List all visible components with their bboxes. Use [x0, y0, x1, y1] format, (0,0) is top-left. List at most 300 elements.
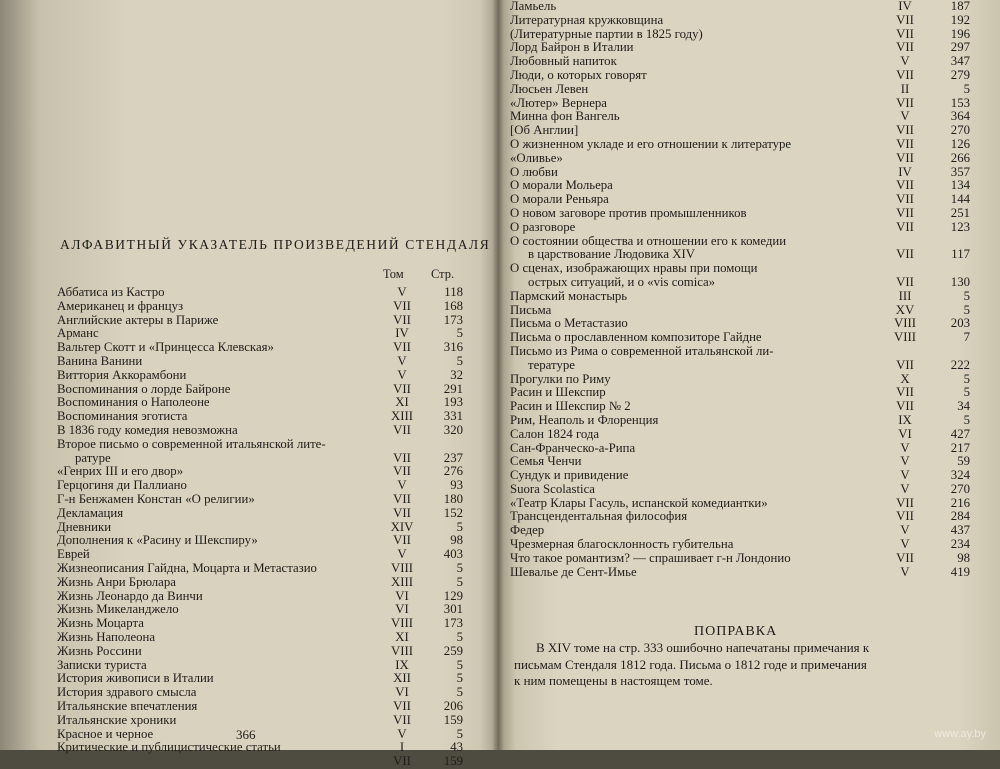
- entry-title: Трансцендентальная философия: [510, 509, 688, 524]
- entry-volume: V: [397, 726, 407, 741]
- entry-title: Американец и француз: [57, 298, 184, 313]
- entry-volume: XI: [395, 629, 409, 644]
- entry-volume: IV: [898, 0, 912, 13]
- entry-volume: V: [397, 367, 407, 382]
- correction-title: ПОПРАВКА: [694, 624, 778, 639]
- column-header-page: Стр.: [431, 267, 455, 281]
- entry-volume: VII: [896, 12, 914, 27]
- index-entry: [57, 686, 467, 700]
- index-entry: [510, 497, 976, 511]
- entry-title: Письма о Метастазио: [510, 316, 628, 331]
- entry-page: 192: [950, 12, 970, 27]
- entry-volume: VII: [896, 385, 914, 400]
- entry-title: «Генрих III и его двор»: [57, 464, 184, 479]
- index-entry: [57, 314, 467, 328]
- entry-page: 5: [963, 385, 970, 400]
- index-entry: [57, 341, 467, 355]
- index-entry: [57, 576, 467, 590]
- entry-volume: IX: [898, 412, 912, 427]
- entry-title: Воспоминания о Наполеоне: [57, 395, 210, 410]
- index-entry: [57, 741, 467, 755]
- entry-page: 123: [950, 219, 970, 234]
- entry-page: 5: [456, 353, 463, 368]
- entry-page: 5: [456, 657, 463, 672]
- index-entry: [57, 479, 467, 493]
- entry-page: 32: [450, 367, 463, 382]
- index-entry: [510, 566, 976, 580]
- index-entry: [57, 562, 467, 576]
- entry-title: Жизнь Россини: [57, 643, 142, 658]
- entry-title: Сундук и привидение: [510, 468, 629, 483]
- entry-volume: VII: [896, 67, 914, 82]
- entry-page: 217: [950, 440, 970, 455]
- entry-title: Расин и Шекспир № 2: [510, 399, 631, 414]
- entry-page: 251: [950, 205, 970, 220]
- entry-page: 357: [950, 164, 970, 179]
- entry-volume: VII: [896, 495, 914, 510]
- entry-page: 5: [456, 685, 463, 700]
- entry-title: Английские актеры в Париже: [57, 312, 219, 327]
- index-entry: [57, 534, 467, 548]
- entry-title: О разговоре: [510, 219, 576, 234]
- entry-page: 98: [957, 550, 970, 565]
- entry-volume: V: [900, 454, 910, 469]
- index-entry: [510, 55, 976, 69]
- entry-page: 270: [950, 481, 970, 496]
- entry-volume: XIII: [390, 409, 414, 424]
- entry-page: 5: [456, 560, 463, 575]
- entry-title: Красное и черное: [57, 726, 154, 741]
- entry-volume: V: [900, 481, 910, 496]
- entry-title: Любовный напиток: [510, 54, 617, 69]
- index-entry: [510, 14, 976, 28]
- entry-title: Г-н Бенжамен Констан «О религии»: [57, 491, 255, 506]
- entry-volume: VI: [395, 685, 409, 700]
- entry-title: О любви: [510, 164, 558, 179]
- entry-title: Итальянские хроники: [57, 712, 177, 727]
- index-entry: [57, 300, 467, 314]
- entry-volume: XIV: [390, 519, 414, 534]
- entry-title: Воспоминания эготиста: [57, 409, 188, 424]
- index-entry: [510, 179, 976, 193]
- index-entry: [57, 548, 467, 562]
- index-entry: [57, 700, 467, 714]
- index-entry: [510, 193, 976, 207]
- entry-page: 206: [443, 698, 463, 713]
- entry-title: Дополнения к «Расину и Шекспиру»: [57, 533, 258, 548]
- entry-page: 297: [950, 40, 970, 55]
- entry-volume: VII: [896, 399, 914, 414]
- index-entry: [57, 645, 467, 659]
- entry-title: «Лютер» Вернера: [510, 95, 607, 110]
- index-entry: [510, 400, 976, 414]
- entry-title: Чрезмерная благосклонность губительна: [510, 537, 734, 552]
- entry-title: Ламьель: [510, 0, 557, 13]
- entry-title: (Литературные партии в 1825 году): [510, 26, 703, 41]
- entry-title: тературе: [528, 357, 575, 372]
- entry-volume: V: [900, 54, 910, 69]
- entry-volume: VII: [393, 464, 411, 479]
- entry-page: 403: [443, 547, 463, 562]
- entry-volume: XIII: [390, 574, 414, 589]
- entry-volume: VII: [896, 205, 914, 220]
- index-entry: [57, 438, 467, 452]
- index-entry: [510, 276, 976, 290]
- entry-title: История живописи в Италии: [57, 671, 214, 686]
- entry-title: Вальтер Скотт и «Принцесса Клевская»: [57, 340, 274, 355]
- entry-volume: VI: [395, 588, 409, 603]
- entry-page: 7: [963, 330, 970, 345]
- entry-volume: VII: [393, 533, 411, 548]
- entry-title: «Оливье»: [510, 150, 563, 165]
- entry-page: 5: [963, 81, 970, 96]
- entry-title: О жизненном укладе и его отношении к литературе: [510, 136, 792, 151]
- index-entry: [510, 317, 976, 331]
- entry-volume: V: [397, 353, 407, 368]
- entry-title: В 1836 году комедия невозможна: [57, 422, 238, 437]
- entry-title: Жизнь Микеланджело: [57, 602, 179, 617]
- entry-volume: V: [397, 478, 407, 493]
- entry-volume: V: [397, 547, 407, 562]
- entry-volume: VII: [393, 340, 411, 355]
- index-entry: [57, 590, 467, 604]
- entry-title: О морали Реньяра: [510, 192, 609, 207]
- entry-volume: VII: [896, 192, 914, 207]
- entry-volume: VIII: [893, 330, 917, 345]
- index-entry: [510, 359, 976, 373]
- index-entry: [57, 383, 467, 397]
- entry-page: 419: [950, 564, 970, 579]
- index-entry: [510, 97, 976, 111]
- index-entry: [510, 110, 976, 124]
- entry-page: 187: [950, 0, 970, 13]
- entry-page: 5: [963, 412, 970, 427]
- entry-volume: VII: [896, 40, 914, 55]
- entry-volume: VII: [393, 698, 411, 713]
- entry-volume: V: [900, 109, 910, 124]
- entry-title: О морали Мольера: [510, 178, 613, 193]
- entry-volume: VIII: [390, 616, 414, 631]
- entry-volume: VII: [896, 95, 914, 110]
- index-entry: [57, 603, 467, 617]
- entry-page: 259: [443, 643, 463, 658]
- entry-page: 196: [950, 26, 970, 41]
- index-entry: [510, 235, 976, 249]
- entry-page: 59: [957, 454, 970, 469]
- index-entry: [57, 631, 467, 645]
- index-entry: [57, 410, 467, 424]
- entry-title: Что такое романтизм? — спрашивает г-н Лондонио: [510, 550, 791, 565]
- entry-title: Литературная кружковщина: [510, 12, 664, 27]
- entry-page: 129: [443, 588, 463, 603]
- entry-title: Пармский монастырь: [510, 288, 628, 303]
- entry-page: 173: [443, 312, 463, 327]
- entry-title: Салон 1824 года: [510, 426, 600, 441]
- index-entry: [57, 369, 467, 383]
- entry-title: Жизнь Наполеона: [57, 629, 156, 644]
- index-entry: [510, 524, 976, 538]
- entry-title: Виттория Аккорамбони: [57, 367, 187, 382]
- entry-volume: VI: [898, 426, 912, 441]
- index-entry: [57, 465, 467, 479]
- entry-title: Suora Scolastica: [510, 481, 595, 496]
- entry-page: 5: [456, 574, 463, 589]
- entry-volume: VII: [393, 491, 411, 506]
- entry-title: Расин и Шекспир: [510, 385, 606, 400]
- entry-page: 43: [450, 740, 463, 755]
- entry-volume: III: [898, 288, 912, 303]
- right-page: [498, 0, 1000, 750]
- entry-page: 5: [963, 371, 970, 386]
- right-index-list: [510, 0, 976, 579]
- entry-title: О новом заговоре против промышленников: [510, 205, 747, 220]
- index-entry: [510, 0, 976, 14]
- entry-volume: V: [900, 523, 910, 538]
- entry-page: 130: [950, 274, 970, 289]
- index-entry: [510, 331, 976, 345]
- entry-volume: XI: [395, 395, 409, 410]
- index-entry: [510, 552, 976, 566]
- entry-volume: VII: [393, 712, 411, 727]
- entry-volume: VII: [393, 505, 411, 520]
- entry-volume: II: [900, 81, 910, 96]
- entry-page: 5: [456, 326, 463, 341]
- entry-title: Шевалье де Сент-Имье: [510, 564, 637, 579]
- index-entry: [57, 521, 467, 535]
- entry-page: 437: [950, 523, 970, 538]
- entry-volume: VI: [395, 602, 409, 617]
- index-entry: [510, 414, 976, 428]
- entry-title: О сценах, изображающих нравы при помощи: [510, 261, 758, 276]
- entry-title: Критические и публицистические статьи: [57, 740, 281, 755]
- correction-line: письмам Стендаля 1812 года. Письма о 1812 годе и примечания: [514, 656, 867, 672]
- entry-page: 159: [443, 754, 463, 769]
- entry-title: Люди, о которых говорят: [510, 67, 647, 82]
- entry-page: 270: [950, 123, 970, 138]
- index-entry: [510, 152, 976, 166]
- index-entry: [510, 28, 976, 42]
- entry-page: 152: [443, 505, 463, 520]
- entry-title: Второе письмо о современной итальянской лите-: [57, 436, 326, 451]
- index-entry: [510, 83, 976, 97]
- index-entry: [510, 373, 976, 387]
- entry-title: Еврей: [57, 547, 90, 562]
- entry-volume: VII: [393, 312, 411, 327]
- index-entry: [57, 424, 467, 438]
- entry-page: 126: [950, 136, 970, 151]
- index-entry: [57, 617, 467, 631]
- entry-page: 173: [443, 616, 463, 631]
- entry-page: 134: [950, 178, 970, 193]
- entry-page: 291: [443, 381, 463, 396]
- entry-title: Письмо из Рима о современной итальянской ли-: [510, 343, 774, 358]
- entry-page: 168: [443, 298, 463, 313]
- index-entry: [510, 166, 976, 180]
- index-entry: [510, 469, 976, 483]
- entry-page: 98: [450, 533, 463, 548]
- entry-volume: XII: [393, 671, 411, 686]
- index-entry: [57, 755, 467, 769]
- entry-title: Аббатиса из Кастро: [57, 285, 165, 299]
- entry-title: Лорд Байрон в Италии: [510, 40, 634, 55]
- entry-title: Семья Ченчи: [510, 454, 582, 469]
- entry-title: Прогулки по Риму: [510, 371, 611, 386]
- entry-page: 320: [443, 422, 463, 437]
- entry-volume: I: [399, 740, 405, 755]
- entry-title: Письма о прославленном композиторе Гайдне: [510, 330, 762, 345]
- index-entry: [57, 493, 467, 507]
- index-entry: [57, 672, 467, 686]
- entry-page: 284: [950, 509, 970, 524]
- index-entry: [510, 483, 976, 497]
- entry-page: 301: [443, 602, 463, 617]
- entry-title: Дневники: [57, 519, 112, 534]
- entry-volume: VII: [896, 123, 914, 138]
- index-entry: [57, 396, 467, 410]
- column-header-volume: Том: [383, 267, 404, 281]
- entry-page: 118: [444, 285, 463, 299]
- entry-page: 216: [950, 495, 970, 510]
- entry-title: Люсьен Левен: [510, 81, 589, 96]
- entry-volume: VIII: [390, 643, 414, 658]
- entry-title: ратуре: [75, 450, 111, 465]
- entry-title: Арманс: [57, 326, 99, 341]
- left-index-list: [57, 286, 467, 769]
- entry-title: Жизнь Моцарта: [57, 616, 144, 631]
- index-entry: [57, 355, 467, 369]
- index-entry: [510, 290, 976, 304]
- entry-page: 234: [950, 537, 970, 552]
- entry-volume: IX: [395, 657, 409, 672]
- entry-volume: XV: [895, 302, 915, 317]
- index-entry: [510, 41, 976, 55]
- entry-page: 203: [950, 316, 970, 331]
- entry-page: 5: [456, 629, 463, 644]
- entry-title: Жизнеописания Гайдна, Моцарта и Метастазио: [57, 560, 317, 575]
- entry-title: Сан-Франческо-а-Рипа: [510, 440, 636, 455]
- entry-volume: VII: [393, 450, 411, 465]
- index-entry: [510, 221, 976, 235]
- entry-volume: VII: [896, 550, 914, 565]
- entry-volume: IV: [898, 164, 912, 179]
- entry-title: [Об Англии]: [510, 123, 579, 138]
- entry-title: «Театр Клары Гасуль, испанской комедиантки»: [510, 495, 768, 510]
- entry-page: 5: [456, 671, 463, 686]
- entry-page: 117: [951, 247, 970, 262]
- index-entry: [510, 442, 976, 456]
- entry-page: 144: [950, 192, 970, 207]
- entry-title: История здравого смысла: [57, 685, 197, 700]
- entry-volume: VII: [896, 150, 914, 165]
- entry-title: Рим, Неаполь и Флоренция: [510, 412, 659, 427]
- index-entry: [510, 538, 976, 552]
- index-entry: [510, 262, 976, 276]
- entry-volume: VII: [896, 178, 914, 193]
- entry-page: 266: [950, 150, 970, 165]
- entry-volume: VII: [896, 247, 914, 262]
- correction-line: В XIV томе на стр. 333 ошибочно напечатаны примечания к: [536, 640, 870, 655]
- entry-page: 331: [443, 409, 463, 424]
- entry-volume: VII: [896, 26, 914, 41]
- index-entry: [57, 659, 467, 673]
- entry-page: 279: [950, 67, 970, 82]
- entry-volume: V: [900, 468, 910, 483]
- index-entry: [57, 728, 467, 742]
- entry-page: 5: [963, 288, 970, 303]
- entry-volume: X: [900, 371, 910, 386]
- entry-title: Письма: [510, 302, 552, 317]
- entry-page: 180: [443, 491, 463, 506]
- watermark: www.ay.by: [934, 728, 986, 740]
- entry-page: 427: [950, 426, 970, 441]
- entry-volume: VII: [896, 274, 914, 289]
- entry-title: Декламация: [57, 505, 124, 520]
- index-entry: [57, 286, 467, 300]
- entry-volume: VII: [896, 219, 914, 234]
- entry-volume: VII: [896, 136, 914, 151]
- entry-volume: V: [900, 537, 910, 552]
- index-entry: [510, 455, 976, 469]
- entry-page: 153: [950, 95, 970, 110]
- correction-line: к ним помещены в настоящем томе.: [514, 673, 713, 688]
- index-entry: [510, 510, 976, 524]
- entry-page: 159: [443, 712, 463, 727]
- index-entry: [510, 386, 976, 400]
- entry-volume: VIII: [390, 560, 414, 575]
- entry-volume: VII: [896, 357, 914, 372]
- entry-volume: IV: [395, 326, 409, 341]
- entry-page: 222: [950, 357, 970, 372]
- index-entry: [57, 507, 467, 521]
- index-entry: [510, 304, 976, 318]
- index-entry: [510, 138, 976, 152]
- index-entry: [510, 248, 976, 262]
- entry-volume: VII: [393, 298, 411, 313]
- index-entry: [57, 452, 467, 466]
- entry-page: 324: [950, 468, 970, 483]
- entry-page: 237: [443, 450, 463, 465]
- index-entry: [510, 207, 976, 221]
- entry-volume: VII: [393, 422, 411, 437]
- entry-volume: VII: [393, 381, 411, 396]
- book-gutter: [492, 0, 504, 750]
- index-entry: [510, 124, 976, 138]
- entry-title: Записки туриста: [57, 657, 147, 672]
- entry-volume: V: [900, 564, 910, 579]
- page-number: 366: [236, 727, 256, 742]
- index-title: АЛФАВИТНЫЙ УКАЗАТЕЛЬ ПРОИЗВЕДЕНИЙ СТЕНДАЛЯ: [60, 237, 491, 252]
- entry-title: Итальянские впечатления: [57, 698, 198, 713]
- entry-page: 5: [456, 726, 463, 741]
- entry-page: 276: [443, 464, 463, 479]
- index-entry: [57, 714, 467, 728]
- entry-volume: VII: [896, 509, 914, 524]
- entry-volume: VII: [393, 754, 411, 769]
- entry-page: 5: [963, 302, 970, 317]
- entry-title: Ванина Ванини: [57, 353, 143, 368]
- entry-page: 5: [456, 519, 463, 534]
- entry-title: в царствование Людовика XIV: [528, 247, 695, 262]
- entry-title: Жизнь Леонардо да Винчи: [57, 588, 203, 603]
- entry-page: 347: [950, 54, 970, 69]
- entry-title: О состоянии общества и отношении его к комедии: [510, 233, 787, 248]
- entry-page: 34: [957, 399, 970, 414]
- entry-page: 93: [450, 478, 463, 493]
- entry-title: острых ситуаций, и о «vis comica»: [528, 274, 716, 289]
- index-entry: [510, 428, 976, 442]
- entry-volume: V: [397, 285, 407, 299]
- entry-title: Герцогиня ди Паллиано: [57, 478, 187, 493]
